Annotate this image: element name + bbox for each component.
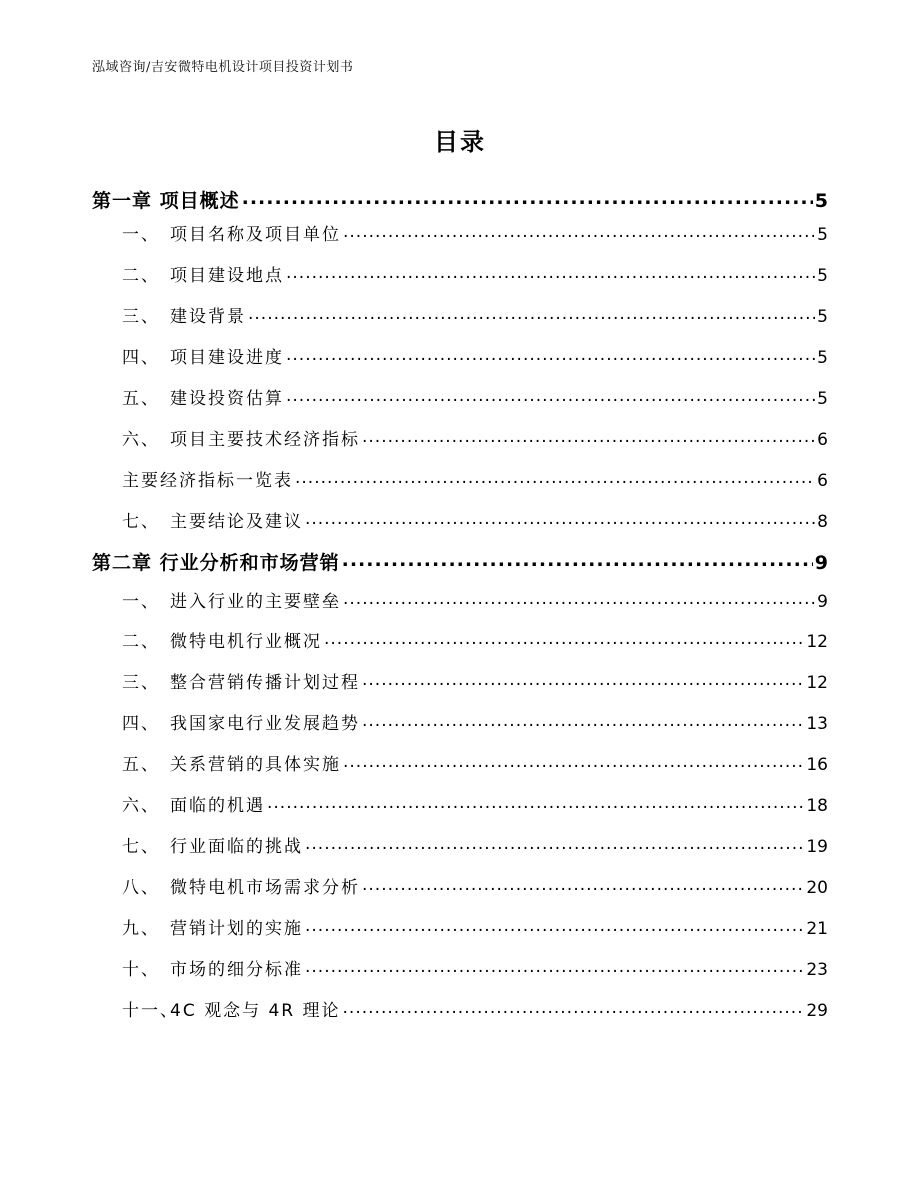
toc-dot-leader [343, 753, 804, 770]
toc-entry-text: 项目主要技术经济指标 [170, 430, 360, 450]
toc-entry-number: 三、 [122, 307, 160, 327]
toc-page-number: 5 [817, 225, 828, 245]
toc-page-number: 23 [806, 960, 828, 980]
toc-entry-label [122, 955, 303, 980]
toc-page-number: 5 [817, 348, 828, 368]
toc-section-entry[interactable] [122, 996, 828, 1021]
toc-entry-label [122, 873, 360, 898]
toc-entry-number: 六、 [122, 796, 160, 816]
toc-dot-leader [343, 223, 815, 240]
toc-section-entry[interactable] [122, 302, 828, 327]
toc-dot-leader [362, 671, 804, 688]
toc-entry-number: 八、 [122, 878, 160, 898]
toc-section-entry[interactable] [122, 832, 828, 857]
toc-entry-text: 建设投资估算 [170, 389, 284, 409]
toc-entry-text: 行业面临的挑战 [170, 837, 303, 857]
toc-section-entry[interactable] [122, 384, 828, 409]
toc-section-entry[interactable] [122, 343, 828, 368]
toc-entry-text: 4C 观念与 4R 理论 [170, 1001, 341, 1021]
toc-entry-text: 建设背景 [170, 307, 246, 327]
toc-entry-label [122, 466, 293, 491]
toc-dot-leader [286, 264, 815, 281]
toc-dot-leader [305, 510, 815, 527]
toc-entry-label [122, 750, 341, 775]
toc-dot-leader [286, 346, 815, 363]
toc-entry-label [122, 709, 360, 734]
toc-entry-text: 营销计划的实施 [170, 919, 303, 939]
toc-chapter-entry[interactable] [92, 548, 828, 575]
toc-entry-text: 整合营销传播计划过程 [170, 673, 360, 693]
page-header: 泓域咨询/吉安微特电机设计项目投资计划书 [92, 60, 354, 75]
toc-entry-number: 一、 [122, 592, 160, 612]
toc-section-entry[interactable] [122, 425, 828, 450]
toc-entry-label [122, 343, 284, 368]
toc-entry-text: 微特电机市场需求分析 [170, 878, 360, 898]
toc-dot-leader [248, 305, 815, 322]
toc-page-number: 5 [817, 389, 828, 409]
toc-entry-text: 关系营销的具体实施 [170, 755, 341, 775]
toc-entry-number: 四、 [122, 714, 160, 734]
toc-section-entry[interactable] [122, 466, 828, 491]
toc-entry-number: 七、 [122, 512, 160, 532]
toc-entry-text: 第一章 项目概述 [92, 190, 240, 212]
toc-entry-number: 五、 [122, 389, 160, 409]
toc-chapter-entry[interactable] [92, 186, 828, 213]
toc-entry-label [122, 627, 322, 652]
toc-entry-number: 七、 [122, 837, 160, 857]
toc-page-number: 29 [806, 1001, 828, 1021]
toc-entry-label [122, 302, 246, 327]
toc-page-number: 12 [806, 632, 828, 652]
toc-entry-number: 九、 [122, 919, 160, 939]
toc-section-entry[interactable] [122, 750, 828, 775]
toc-page-number: 9 [817, 592, 828, 612]
toc-page-number: 5 [814, 190, 828, 212]
toc-entry-text: 我国家电行业发展趋势 [170, 714, 360, 734]
toc-section-entry[interactable] [122, 587, 828, 612]
toc-entry-text: 面临的机遇 [170, 796, 265, 816]
toc-page-number: 5 [817, 266, 828, 286]
toc-page-number: 6 [817, 471, 828, 491]
toc-dot-leader [305, 958, 804, 975]
toc-entry-text: 主要结论及建议 [170, 512, 303, 532]
toc-page-number: 5 [817, 307, 828, 327]
toc-section-entry[interactable] [122, 873, 828, 898]
toc-entry-number: 十一、 [122, 1001, 179, 1021]
toc-entry-label [122, 507, 303, 532]
toc-dot-leader [242, 188, 813, 207]
toc-entry-number: 二、 [122, 632, 160, 652]
toc-entry-text: 市场的细分标准 [170, 960, 303, 980]
toc-entry-label [122, 791, 265, 816]
toc-entry-text: 项目名称及项目单位 [170, 225, 341, 245]
toc-dot-leader [267, 794, 804, 811]
toc-section-entry[interactable] [122, 627, 828, 652]
toc-section-entry[interactable] [122, 220, 828, 245]
toc-section-entry[interactable] [122, 668, 828, 693]
toc-page-number: 20 [806, 878, 828, 898]
toc-page-number: 8 [817, 512, 828, 532]
toc-entry-label [122, 914, 303, 939]
toc-section-entry[interactable] [122, 507, 828, 532]
toc-section-entry[interactable] [122, 709, 828, 734]
toc-entry-label [122, 261, 284, 286]
page-title: 目录 [434, 128, 486, 156]
toc-dot-leader [362, 876, 804, 893]
toc-entry-number: 二、 [122, 266, 160, 286]
toc-dot-leader [362, 712, 804, 729]
toc-dot-leader [362, 428, 815, 445]
toc-dot-leader [343, 999, 805, 1016]
toc-entry-label [122, 220, 341, 245]
toc-entry-number: 三、 [122, 673, 160, 693]
toc-section-entry[interactable] [122, 955, 828, 980]
toc-dot-leader [305, 917, 804, 934]
toc-section-entry[interactable] [122, 914, 828, 939]
toc-entry-text: 主要经济指标一览表 [122, 471, 293, 491]
toc-entry-text: 进入行业的主要壁垒 [170, 592, 341, 612]
toc-page-number: 6 [817, 430, 828, 450]
toc-page-number: 18 [806, 796, 828, 816]
toc-page-number: 13 [806, 714, 828, 734]
toc-entry-label [122, 587, 341, 612]
toc-entry-text: 微特电机行业概况 [170, 632, 322, 652]
toc-entry-label [122, 384, 284, 409]
toc-dot-leader [324, 630, 804, 647]
toc-dot-leader [305, 835, 804, 852]
toc-entry-text: 第二章 行业分析和市场营销 [92, 552, 340, 574]
toc-section-entry[interactable] [122, 791, 828, 816]
toc-entry-number: 四、 [122, 348, 160, 368]
toc-dot-leader [286, 387, 815, 404]
toc-page-number: 12 [806, 673, 828, 693]
toc-entry-label [92, 186, 240, 213]
toc-dot-leader [343, 590, 815, 607]
toc-entry-number: 五、 [122, 755, 160, 775]
toc-entry-label [122, 996, 341, 1021]
toc-entry-text: 项目建设进度 [170, 348, 284, 368]
toc-entry-label [122, 832, 303, 857]
toc-page-number: 21 [806, 919, 828, 939]
toc-entry-number: 一、 [122, 225, 160, 245]
toc-dot-leader [342, 550, 813, 569]
toc-entry-text: 项目建设地点 [170, 266, 284, 286]
toc-entry-label [122, 425, 360, 450]
toc-page-number: 19 [806, 837, 828, 857]
toc-page-number: 16 [806, 755, 828, 775]
toc-entry-label [92, 548, 340, 575]
toc-section-entry[interactable] [122, 261, 828, 286]
toc-entry-number: 十、 [122, 960, 160, 980]
toc-dot-leader [295, 469, 815, 486]
toc-page-number: 9 [814, 552, 828, 574]
toc-entry-label [122, 668, 360, 693]
toc-entry-number: 六、 [122, 430, 160, 450]
